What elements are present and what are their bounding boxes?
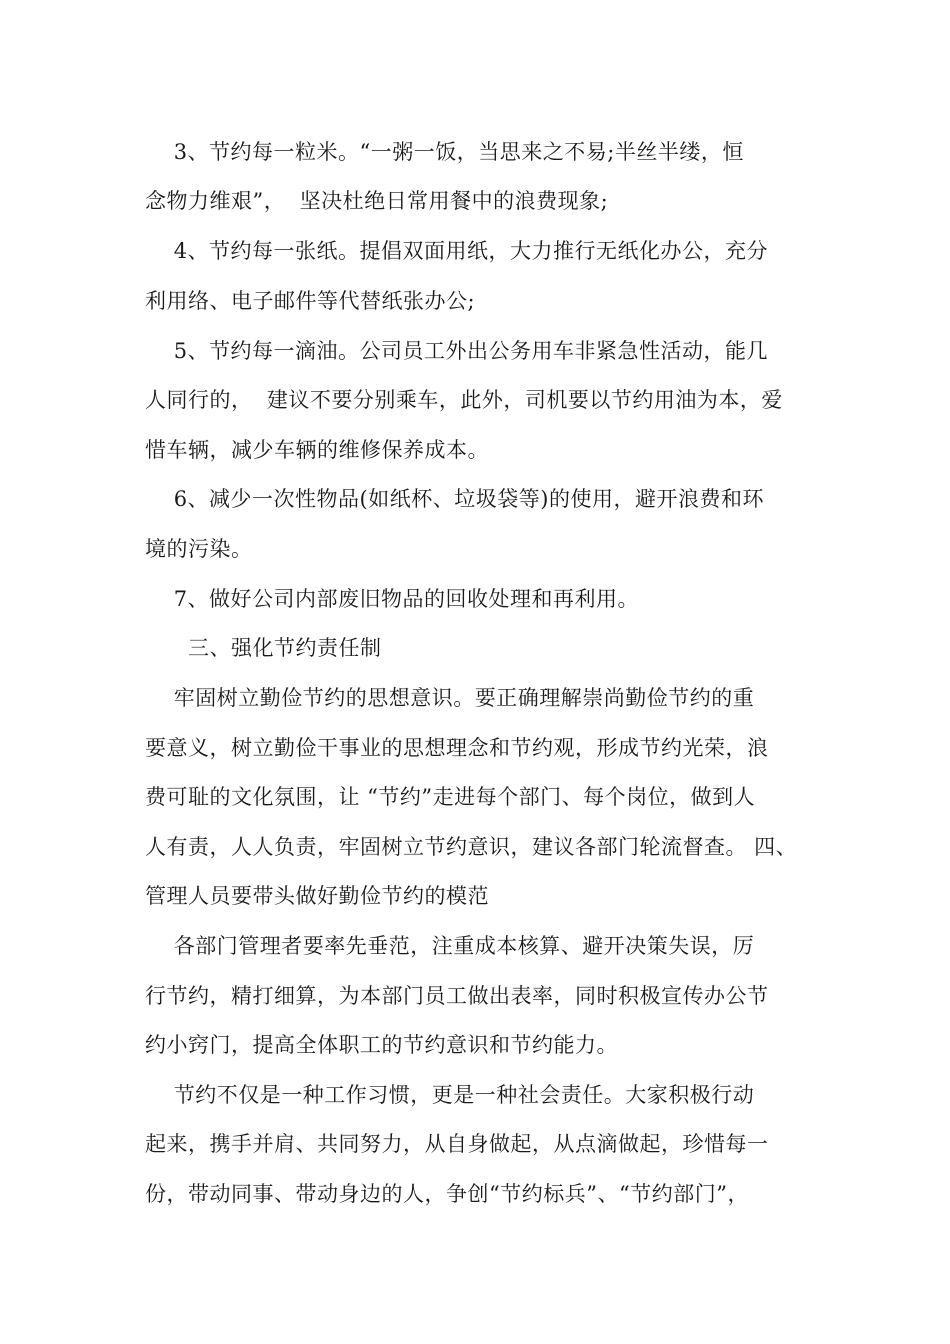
text-line: 管理人员要带头做好勤俭节约的模范 [145, 884, 489, 908]
text-line: 费可耻的文化氛围，让 “节约”走进每个部门、每个岗位，做到人 [145, 785, 756, 809]
text-line: 节约不仅是一种工作习惯，更是一种社会责任。大家积极行动 [145, 1083, 755, 1107]
text-line: 人同行的， 建议不要分别乘车，此外，司机要以节约用油为本，爱 [145, 388, 783, 412]
text-line: 各部门管理者要率先垂范，注重成本核算、避开决策失误，厉 [145, 934, 755, 958]
text-line: 行节约，精打细算，为本部门员工做出表率，同时积极宣传办公节 [145, 984, 769, 1008]
text-line: 起来，携手并肩、共同努力，从自身做起，从点滴做起，珍惜每一 [145, 1132, 769, 1156]
text-line: 4、节约每一张纸。提倡双面用纸，大力推行无纸化办公，充分 [145, 239, 769, 263]
text-line: 牢固树立勤俭节约的思想意识。要正确理解崇尚勤俭节约的重 [145, 686, 755, 710]
text-line: 份，带动同事、带动身边的人，争创“节约标兵”、“节约部门”， [145, 1182, 749, 1206]
text-line: 利用络、电子邮件等代替纸张办公; [145, 289, 476, 313]
text-line: 7、做好公司内部废旧物品的回收处理和再利用。 [145, 587, 640, 611]
text-line: 要意义，树立勤俭干事业的思想理念和节约观，形成节约光荣，浪 [145, 736, 769, 760]
text-line: 约小窍门，提高全体职工的节约意识和节约能力。 [145, 1033, 618, 1057]
text-line: 5、节约每一滴油。公司员工外出公务用车非紧急性活动，能几 [145, 339, 769, 363]
text-line: 3、节约每一粒米。“一粥一饭，当思来之不易;半丝半缕，恒 [145, 140, 744, 164]
text-line: 念物力维艰”， 坚决杜绝日常用餐中的浪费现象; [145, 189, 609, 213]
text-line: 境的污染。 [145, 537, 253, 561]
section-heading: 三、强化节约责任制 [145, 636, 382, 660]
text-line: 6、减少一次性物品(如纸杯、垃圾袋等)的使用，避开浪费和环 [145, 487, 764, 511]
text-line: 人有责，人人负责，牢固树立节约意识，建议各部门轮流督查。 四、 [145, 835, 798, 859]
text-line: 惜车辆，减少车辆的维修保养成本。 [145, 438, 489, 462]
